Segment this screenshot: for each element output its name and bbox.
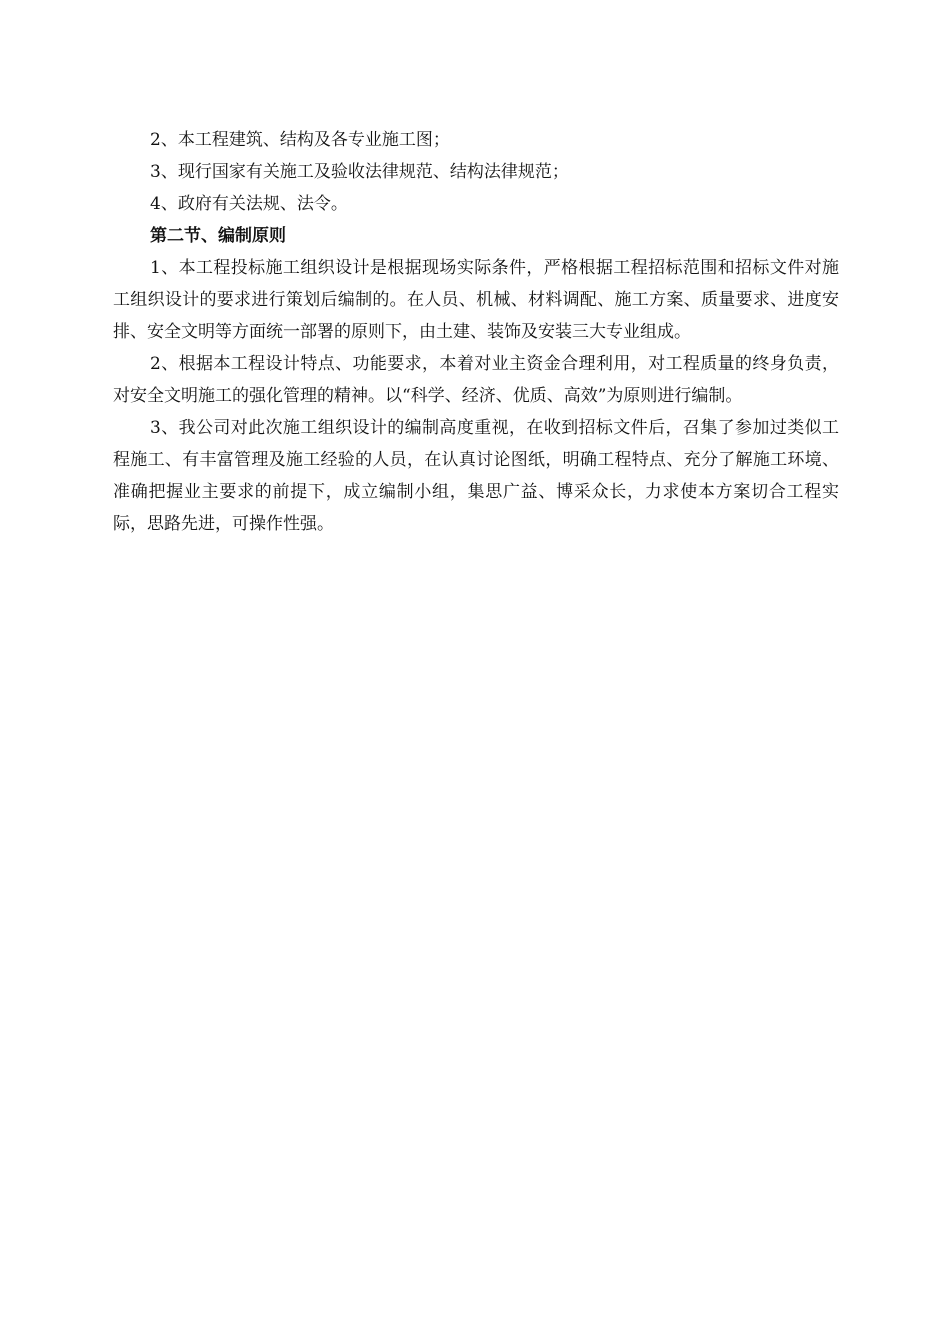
document-body — [113, 124, 839, 540]
basis-item-4: 4、政府有关法规、法令。 — [150, 194, 348, 214]
section-heading: 第二节、编制原则 — [150, 226, 286, 246]
principle-paragraph-2: 2、根据本工程设计特点、功能要求，本着对业主资金合理利用，对工程质量的终身负责，对安全文明施工的强化管理的精神。以“科学、经济、优质、高效”为原则进行编制。 — [113, 354, 839, 406]
principle-paragraph-3: 3、我公司对此次施工组织设计的编制高度重视，在收到招标文件后，召集了参加过类似工程施工、有丰富管理及施工经验的人员，在认真讨论图纸，明确工程特点、充分了解施工环境、准确把握业主要求的前提下，成立编制小组，集思广益、博采众长，力求使本方案切合工程实际，思路先进，可操作性强。 — [113, 418, 839, 534]
basis-item-3: 3、现行国家有关施工及验收法律规范、结构法律规范； — [150, 162, 569, 182]
basis-item-2: 2、本工程建筑、结构及各专业施工图； — [150, 130, 450, 150]
principle-paragraph-1: 1、本工程投标施工组织设计是根据现场实际条件，严格根据工程招标范围和招标文件对施工组织设计的要求进行策划后编制的。在人员、机械、材料调配、施工方案、质量要求、进度安排、安全文明等方面统一部署的原则下，由土建、装饰及安装三大专业组成。 — [113, 258, 839, 342]
